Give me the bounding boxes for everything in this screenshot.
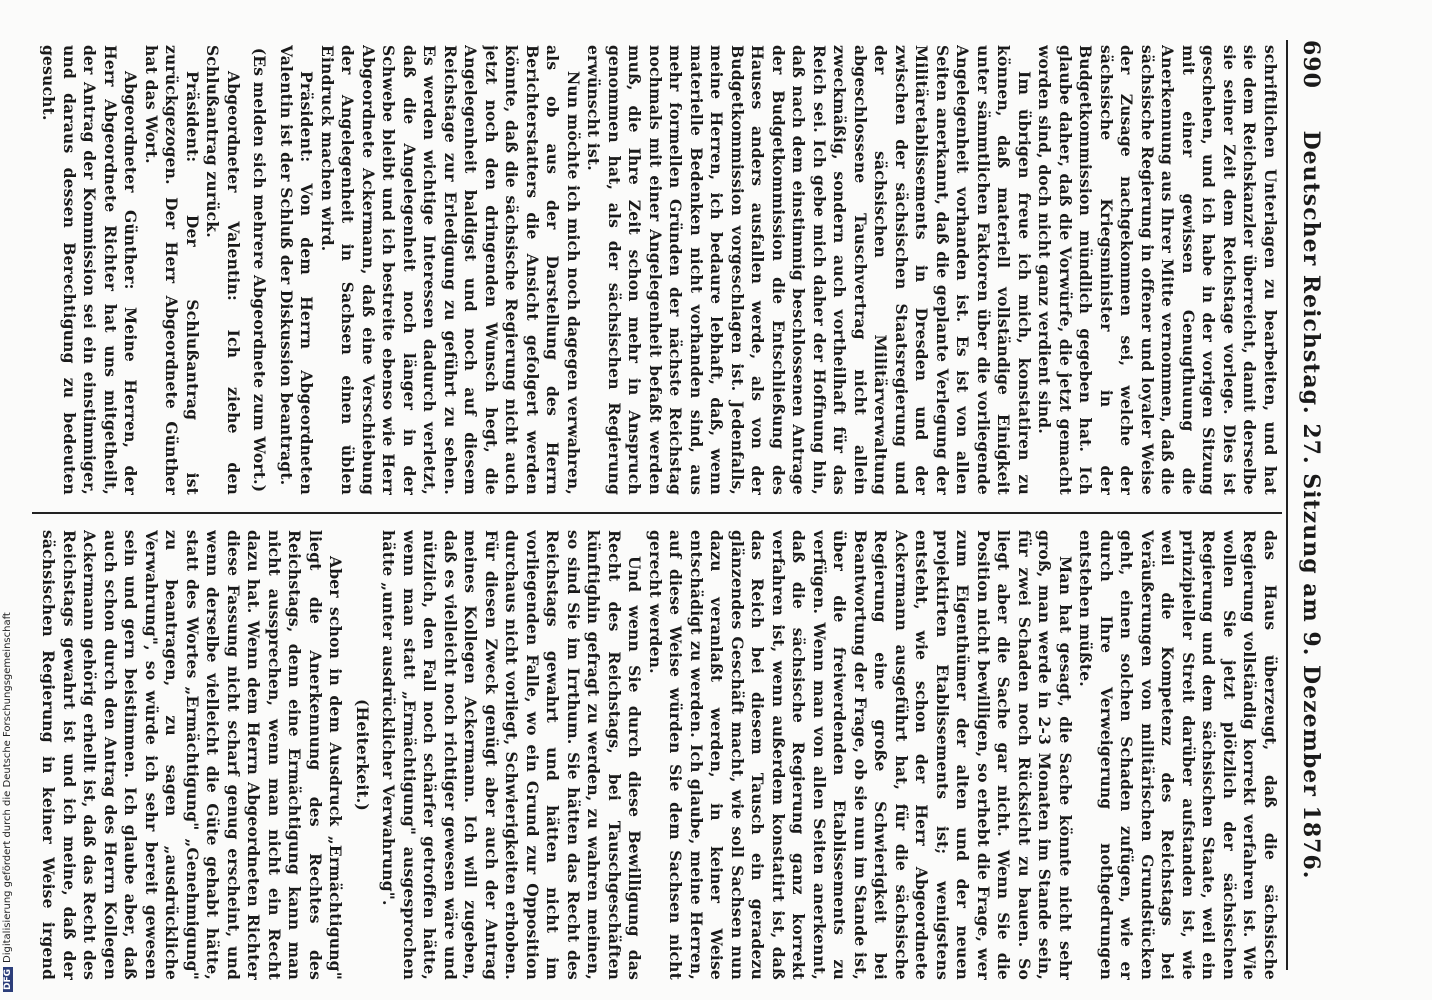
paragraph: Präsident: Von dem Herrn Abgeordneten Valentin ist der Schluß der Diskussion beantragt. xyxy=(277,45,317,495)
paragraph: Im übrigen freue ich mich, konstatiren zu können, daß materiell vollständige Einigkeit unter sämmtlichen Faktoren über die vorliegende Angelegenheit vorhanden ist. Es ist von allen Seiten anerkannt, daß die geplante Verlegung der Militäretablissements in Dresden und der zwischen der sächsischen Staatsregierung und der sächsischen Militärverwaltung abgeschlossene Tauschvertrag nicht allein zweckmäßig, sondern auch vortheilhaft für das Reich sei. Ich gebe mich daher der Hoffnung hin, daß nach dem einstimmig beschlossenen Antrage der Budgetkommission die Entschließung des Hauses anders ausfallen werde, als von der Budgetkommission vorgeschlagen ist. Jedenfalls, meine Herren, ich bedaure lebhaft, daß, wenn materielle Bedenken nicht vorhanden sind, aus mehr formellen Gründen der nächste Reichstag nochmals mit einer Angelegenheit befaßt werden muß, die Ihre Zeit schon mehr in Anspruch genommen hat, als der sächsischen Regierung erwünscht ist. xyxy=(584,45,1034,495)
left-column xyxy=(40,45,1280,495)
credit-text xyxy=(2,8,13,992)
paragraph: Und wenn Sie durch diese Bewilligung das Recht des Reichstags, bei Tauschgeschäften künftighin gefragt zu werden, zu wahren meinen, so sind Sie im Irrthum. Sie hätten das Recht des Reichstags gewahrt und hätten nicht im vorliegenden Falle, wo ein Grund zur Opposition durchaus nicht vorliegt, Schwierigkeiten erhoben. Für diesen Zweck genügt aber auch der Antrag meines Kollegen Ackermann. Ich will zugeben, daß es vielleicht noch richtiger gewesen wäre und nützlich, den Fall noch schärfer getroffen hätte, wenn man statt „Ermächtigung" ausgesprochen hätte „unter ausdrücklicher Verwahrung". xyxy=(379,530,645,980)
page-header xyxy=(1294,40,1324,970)
right-column xyxy=(40,530,1280,980)
page-number: 690 xyxy=(1298,40,1324,89)
credit-label: Digitalisierung gefördert durch die Deutsche Forschungsgemeinschaft xyxy=(2,612,13,963)
paragraph: Abgeordneter Günther: Meine Herren, der Herr Abgeordnete Richter hat uns mitgetheilt, der Antrag der Kommission sei ein einstimmiger, und daraus dessen Berechtigung zu bedeuten gesucht. xyxy=(40,45,141,495)
stage-direction: (Heiterkeit.) xyxy=(353,699,372,811)
page-title: Deutscher Reichstag. 27. Sitzung am 9. Dezember 1876. xyxy=(1298,130,1324,880)
digitization-credit xyxy=(2,8,20,992)
dfg-logo: DFG xyxy=(3,968,13,990)
paragraph: Aber schon in dem Ausdruck „Ermächtigung" liegt die Anerkennung des Rechtes des Reichstags, denn eine Ermächtigung kann man nicht aussprechen, wenn man nicht ein Recht dazu hat. Wenn dem Herrn Abgeordneten Richter diese Fassung nicht scharf genug erscheint, und wenn derselbe vielleicht die Güte gehabt hätte, statt des Wortes „Ermächtigung" „Genehmigung" zu beantragen, zu sagen „ausdrückliche Verwahrung", so würde ich sehr bereit gewesen sein und gern beistimmen. Ich glaube aber, daß auch schon durch den Antrag des Herrn Kollegen Ackermann gehörig erhellt ist, daß das Recht des Reichstags gewahrt ist und ich meine, daß der sächsischen Regierung in keiner Weise irgend xyxy=(40,530,346,980)
paragraph: Präsident: Der Schlußantrag ist zurückgezogen. Der Herr Abgeordnete Günther hat das Wort. xyxy=(142,45,202,495)
paragraph: schriftlichen Unterlagen zu bearbeiten, und hat sie dem Reichskanzler überreicht, damit derselbe sie seiner Zeit dem Reichstage vorlege. Dies ist geschehen, und ich habe in der vorigen Sitzung mit einer gewissen Genugthuung die Anerkennung aus Ihrer Mitte vernommen, daß die sächsische Regierung in offener und loyaler Weise der Zusage nachgekommen sei, welche der sächsische Kriegsminister in der Budgetkommission mündlich gegeben hat. Ich glaube daher, daß die Vorwürfe, die jetzt gemacht worden sind, doch nicht ganz verdient sind. xyxy=(1035,45,1280,495)
paragraph: Abgeordneter Valentin: Ich ziehe den Schlußantrag zurück. xyxy=(203,45,243,495)
paragraph: Nun möchte ich mich noch dagegen verwahren, als ob aus der Darstellung des Herrn Berichterstatters die Ansicht gefolgert werden könnte, daß die sächsische Regierung nicht auch jetzt noch den dringenden Wunsch hegt, die Angelegenheit baldigst und noch auf diesem Reichstage zur Erledigung zu geführt zu sehen. Es werden wichtige Interessen dadurch verletzt, daß die Angelegenheit noch länger in der Schwebe bleibt und ich bestreite ebenso wie Herr Abgeordnete Ackermann, daß eine Verschiebung der Angelegenheit in Sachsen einen üblen Eindruck machen wird. xyxy=(318,45,583,495)
newspaper-page xyxy=(32,0,1332,1000)
paragraph: das Haus überzeugt, daß die sächsische Regierung vollständig korrekt verfahren ist. Wie wollen Sie jetzt plötzlich der sächsischen Regierung und dem sächsischen Staate, weil ein prinzipieller Streit darüber aufstanden ist, wie weil die Kompetenz des Reichstags bei Veräußerungen von militärischen Grundstücken geht, einen solchen Schaden zufügen, wie er durch Ihre Verweigerung nothgedrungen entstehen müßte. xyxy=(1076,530,1280,980)
column-divider xyxy=(32,512,1282,514)
stage-direction: (Es melden sich mehrere Abgeordnete zum Wort.) xyxy=(250,47,270,493)
header-rule xyxy=(1286,40,1288,970)
paragraph: Man hat gesagt, die Sache könnte nicht sehr groß, man werde in 2-3 Monaten im Stande sein, für zwei Schaden noch Rücksicht zu bauen. So liegt aber die Sache gar nicht. Wenn Sie die Position nicht bewilligen, so erhebt die Frage, wer zum Eigenthümer der alten und der neuen projektirten Etablissements ist; wenigstens entsteht, wie schon der Herr Abgeordnete Ackermann ausgeführt hat, für die sächsische Regierung eine große Schwierigkeit bei Beantwortung der Frage, ob sie nun im Stande ist, über die freiwerdenden Etablissements zu verfügen. Wenn man von allen Seiten anerkennt, daß die sächsische Regierung ganz korrekt verfahren ist, wenn außerdem konstatirt ist, daß das Reich bei diesem Tausch ein geradezu glänzendes Geschäft macht, wie soll Sachsen nun dazu veranlaßt werden, in keiner Weise entschädigt zu werden. Ich glaube, meine Herren, auf diese Weise würden Sie dem Sachsen nicht gerecht werden. xyxy=(646,530,1075,980)
